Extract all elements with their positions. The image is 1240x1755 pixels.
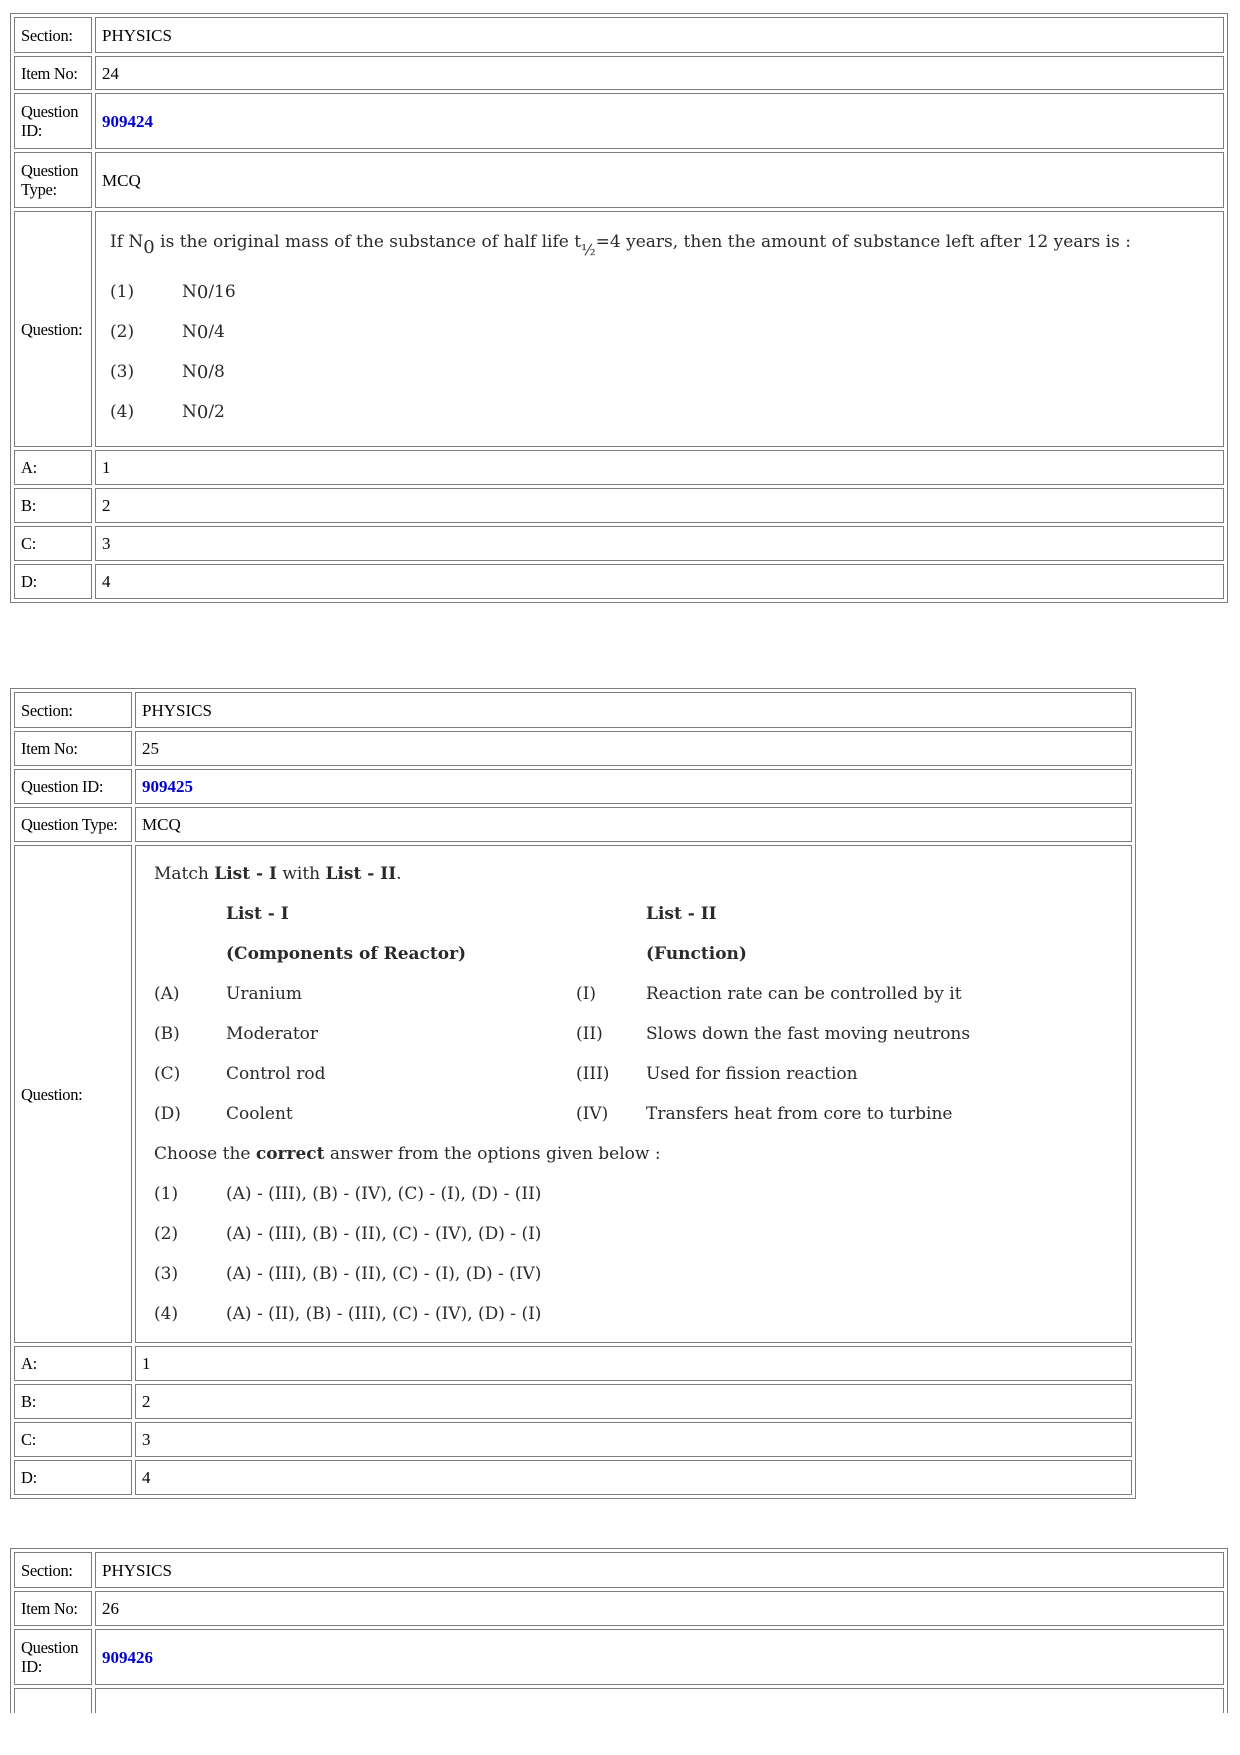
section-label: Section: <box>14 692 132 728</box>
option-text: N <box>182 322 197 342</box>
question-type-value <box>95 1688 1224 1713</box>
item-no-value: 26 <box>95 1591 1224 1626</box>
option-1 <box>154 1174 1123 1214</box>
question-id-row <box>14 769 1132 804</box>
answer-c-label: C: <box>14 1422 132 1457</box>
match-intro <box>154 854 1123 894</box>
row-item: Slows down the fast moving neutrons <box>646 1024 971 1044</box>
answer-d-value: 4 <box>95 564 1224 599</box>
answer-a-row <box>14 1346 1132 1381</box>
list1-heading: List - I <box>226 904 289 924</box>
answer-a-label: A: <box>14 1346 132 1381</box>
row-key: (IV) <box>576 1104 609 1124</box>
question-id-label: Question ID: <box>14 769 132 804</box>
row-key: (I) <box>576 984 596 1004</box>
question-id-value: 909424 <box>95 93 1224 149</box>
option-number: (4) <box>110 402 135 422</box>
answer-b-label: B: <box>14 1384 132 1419</box>
answer-a-row <box>14 450 1224 485</box>
section-label: Section: <box>14 17 92 53</box>
option-3 <box>110 353 1215 393</box>
section-row <box>14 692 1132 728</box>
option-subscript: 0 <box>196 282 209 303</box>
item-no-label: Item No: <box>14 56 92 90</box>
question-label: Question: <box>14 211 92 447</box>
option-text: /16 <box>208 282 236 302</box>
option-text: N <box>182 362 197 382</box>
option-4 <box>110 393 1215 433</box>
question-card-24 <box>10 13 1228 603</box>
row-key: (III) <box>576 1064 610 1084</box>
answer-d-row <box>14 564 1224 599</box>
option-text: (A) - (III), (B) - (II), (C) - (I), (D) - (IV) <box>226 1263 542 1284</box>
option-1 <box>110 273 1215 313</box>
list2-heading: List - II <box>646 904 717 924</box>
row-key: (A) <box>154 984 180 1004</box>
answer-b-value: 2 <box>95 488 1224 523</box>
option-number: (3) <box>154 1263 179 1284</box>
question-stem <box>110 226 1215 267</box>
question-type-label: Question Type: <box>14 807 132 842</box>
answer-b-row <box>14 1384 1132 1419</box>
section-value: PHYSICS <box>95 17 1224 53</box>
option-number: (1) <box>154 1183 179 1204</box>
answer-c-row <box>14 526 1224 561</box>
answer-c-value: 3 <box>135 1422 1132 1457</box>
answer-d-label: D: <box>14 564 92 599</box>
question-card-26-clip <box>0 1548 1240 1713</box>
intro-text: with <box>276 864 326 884</box>
row-key: (C) <box>154 1064 181 1084</box>
option-subscript: 0 <box>196 322 209 343</box>
item-no-value: 25 <box>135 731 1132 766</box>
item-no-value: 24 <box>95 56 1224 90</box>
option-number: (3) <box>110 362 135 382</box>
answer-a-label: A: <box>14 450 92 485</box>
intro-text: . <box>396 864 402 884</box>
answer-a-value: 1 <box>95 450 1224 485</box>
question-type-label: Question Type: <box>14 152 92 208</box>
option-subscript: 0 <box>196 362 209 383</box>
answer-c-value: 3 <box>95 526 1224 561</box>
question-type-value: MCQ <box>135 807 1132 842</box>
row-item: Reaction rate can be controlled by it <box>646 984 962 1004</box>
answer-a-value: 1 <box>135 1346 1132 1381</box>
section-label: Section: <box>14 1552 92 1588</box>
match-table <box>154 894 1123 1134</box>
option-2 <box>154 1214 1123 1254</box>
answer-d-row <box>14 1460 1132 1495</box>
option-number: (2) <box>154 1223 179 1244</box>
stem-text: If N <box>110 231 144 252</box>
list1-subheading: (Components of Reactor) <box>226 944 467 964</box>
intro-text: List - I <box>214 864 277 884</box>
option-number: (2) <box>110 322 135 342</box>
question-card-26 <box>10 1548 1228 1713</box>
choose-instruction <box>154 1134 1123 1174</box>
question-id-row <box>14 1629 1224 1685</box>
choose-text: correct <box>255 1144 325 1164</box>
stem-subscript: ½ <box>581 240 596 259</box>
answer-c-label: C: <box>14 526 92 561</box>
question-card-25 <box>10 688 1136 1499</box>
question-type-row <box>14 1688 1224 1713</box>
item-no-row <box>14 56 1224 90</box>
question-id-label: Question ID: <box>14 1629 92 1685</box>
item-no-label: Item No: <box>14 1591 92 1626</box>
question-type-row <box>14 807 1132 842</box>
question-row <box>14 211 1224 447</box>
row-item: Used for fission reaction <box>646 1064 858 1084</box>
question-type-row <box>14 152 1224 208</box>
option-text: (A) - (II), (B) - (III), (C) - (IV), (D) - (I) <box>226 1303 542 1324</box>
answer-c-row <box>14 1422 1132 1457</box>
answer-d-label: D: <box>14 1460 132 1495</box>
section-value: PHYSICS <box>95 1552 1224 1588</box>
question-type-label <box>14 1688 92 1713</box>
option-text: /8 <box>208 362 225 382</box>
row-key: (D) <box>154 1104 181 1124</box>
row-item: Coolent <box>226 1104 293 1124</box>
question-id-label: Question ID: <box>14 93 92 149</box>
question-row <box>14 845 1132 1343</box>
choose-text: answer from the options given below : <box>324 1144 661 1164</box>
answer-d-value: 4 <box>135 1460 1132 1495</box>
option-text: (A) - (III), (B) - (II), (C) - (IV), (D) - (I) <box>226 1223 542 1244</box>
item-no-row <box>14 1591 1224 1626</box>
intro-text: Match <box>154 864 215 884</box>
question-id-value: 909425 <box>135 769 1132 804</box>
question-type-value: MCQ <box>95 152 1224 208</box>
row-item: Uranium <box>226 984 303 1004</box>
option-text: N <box>182 282 197 302</box>
option-subscript: 0 <box>196 402 209 423</box>
option-number: (1) <box>110 282 135 302</box>
intro-text: List - II <box>325 864 397 884</box>
list2-subheading: (Function) <box>646 944 747 964</box>
section-row <box>14 1552 1224 1588</box>
stem-subscript: 0 <box>143 236 155 258</box>
item-no-row <box>14 731 1132 766</box>
question-label: Question: <box>14 845 132 1343</box>
section-row <box>14 17 1224 53</box>
option-number: (4) <box>154 1303 179 1324</box>
option-4 <box>154 1294 1123 1334</box>
answer-b-label: B: <box>14 488 92 523</box>
row-key: (II) <box>576 1024 603 1044</box>
option-text: N <box>182 402 197 422</box>
stem-text: is the original mass of the substance of half life t <box>154 231 582 252</box>
question-id-value: 909426 <box>95 1629 1224 1685</box>
section-value: PHYSICS <box>135 692 1132 728</box>
answer-b-row <box>14 488 1224 523</box>
row-item: Moderator <box>226 1024 319 1044</box>
row-item: Control rod <box>226 1064 326 1084</box>
option-text: (A) - (III), (B) - (IV), (C) - (I), (D) - (II) <box>226 1183 542 1204</box>
option-text: /4 <box>208 322 225 342</box>
answer-b-value: 2 <box>135 1384 1132 1419</box>
item-no-label: Item No: <box>14 731 132 766</box>
question-body <box>95 211 1224 447</box>
stem-text: =4 years, then the amount of substance left after 12 years is : <box>595 231 1131 252</box>
option-2 <box>110 313 1215 353</box>
question-body <box>135 845 1132 1343</box>
question-id-row <box>14 93 1224 149</box>
row-item: Transfers heat from core to turbine <box>646 1104 953 1124</box>
row-key: (B) <box>154 1024 180 1044</box>
choose-text: Choose the <box>154 1144 256 1164</box>
option-text: /2 <box>208 402 225 422</box>
option-3 <box>154 1254 1123 1294</box>
